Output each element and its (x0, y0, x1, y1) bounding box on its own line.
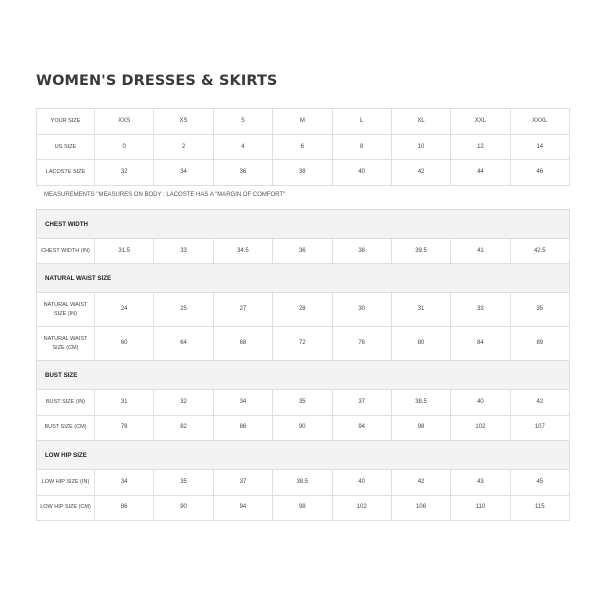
section-header-natural-waist-size (37, 264, 570, 293)
table-cell: 24 (95, 293, 154, 327)
table-cell: 14 (510, 134, 569, 160)
section-heading: LOW HIP SIZE (37, 441, 570, 470)
table-cell: 38.5 (391, 390, 450, 415)
size-conversion-table (36, 108, 570, 186)
row-label: CHEST WIDTH (IN) (37, 239, 95, 264)
table-cell: 39.5 (391, 239, 450, 264)
section-header-low-hip-size (37, 441, 570, 470)
table-row (37, 109, 570, 135)
table-row (37, 160, 570, 186)
section-heading: BUST SIZE (37, 361, 570, 390)
table-cell: 42.5 (510, 239, 569, 264)
table-cell: XXXL (510, 109, 569, 135)
table-cell: 34 (95, 470, 154, 495)
table-cell: 37 (332, 390, 391, 415)
table-cell: S (213, 109, 272, 135)
table-cell: M (273, 109, 332, 135)
table-cell: 35 (154, 470, 213, 495)
table-cell: 89 (510, 327, 569, 361)
table-cell: 43 (451, 470, 510, 495)
table-cell: 31.5 (95, 239, 154, 264)
table-cell: 8 (332, 134, 391, 160)
table-cell: 33 (154, 239, 213, 264)
table-cell: 34 (154, 160, 213, 186)
table-cell: 94 (332, 415, 391, 440)
table-cell: 42 (510, 390, 569, 415)
table-cell: 27 (213, 293, 272, 327)
table-cell: 28 (273, 293, 332, 327)
section-header-chest-width (37, 210, 570, 239)
table-cell: 41 (451, 239, 510, 264)
table-cell: 36 (273, 239, 332, 264)
table-cell: 38 (273, 160, 332, 186)
table-cell: 38.5 (273, 470, 332, 495)
table-cell: 37 (213, 470, 272, 495)
measurements-table (36, 209, 570, 521)
table-cell: 38 (332, 239, 391, 264)
table-cell: 40 (332, 160, 391, 186)
table-cell: 98 (273, 495, 332, 520)
table-cell: 90 (154, 495, 213, 520)
table-cell: 12 (451, 134, 510, 160)
table-cell: 45 (510, 470, 569, 495)
table-cell: 40 (332, 470, 391, 495)
table-cell: 110 (451, 495, 510, 520)
table-row (37, 239, 570, 264)
table-cell: 76 (332, 327, 391, 361)
table-cell: XXL (451, 109, 510, 135)
table-cell: 33 (451, 293, 510, 327)
row-label: BUST SIZE (IN) (37, 390, 95, 415)
table-cell: 31 (95, 390, 154, 415)
section-heading: NATURAL WAIST SIZE (37, 264, 570, 293)
table-cell: 98 (391, 415, 450, 440)
table-cell: 40 (451, 390, 510, 415)
table-cell: 32 (154, 390, 213, 415)
table-cell: 106 (391, 495, 450, 520)
table-row (37, 415, 570, 440)
table-cell: 102 (332, 495, 391, 520)
table-cell: 34.5 (213, 239, 272, 264)
table-cell: 86 (213, 415, 272, 440)
table-cell: XL (391, 109, 450, 135)
table-cell: 86 (95, 495, 154, 520)
table-row (37, 293, 570, 327)
row-label: NATURAL WAIST SIZE (CM) (37, 327, 95, 361)
table-cell: 72 (273, 327, 332, 361)
table-row (37, 470, 570, 495)
table-cell: 44 (451, 160, 510, 186)
measurements-note: MEASUREMENTS "MEASURES ON BODY : LACOSTE HAS A "MARGIN OF COMFORT" (44, 192, 286, 198)
table-cell: 64 (154, 327, 213, 361)
section-header-bust-size (37, 361, 570, 390)
row-label: YOUR SIZE (37, 109, 95, 135)
table-cell: 68 (213, 327, 272, 361)
table-cell: 90 (273, 415, 332, 440)
row-label: BUST SIZE (CM) (37, 415, 95, 440)
table-cell: 94 (213, 495, 272, 520)
table-cell: 82 (154, 415, 213, 440)
table-cell: 35 (510, 293, 569, 327)
table-cell: 34 (213, 390, 272, 415)
table-cell: 2 (154, 134, 213, 160)
table-cell: XXS (95, 109, 154, 135)
table-cell: 42 (391, 470, 450, 495)
table-cell: 60 (95, 327, 154, 361)
row-label: LOW HIP SIZE (IN) (37, 470, 95, 495)
table-cell: 35 (273, 390, 332, 415)
table-cell: 46 (510, 160, 569, 186)
table-cell: 31 (391, 293, 450, 327)
section-heading: CHEST WIDTH (37, 210, 570, 239)
table-cell: 32 (95, 160, 154, 186)
table-cell: L (332, 109, 391, 135)
table-cell: 42 (391, 160, 450, 186)
table-cell: 0 (95, 134, 154, 160)
table-row (37, 134, 570, 160)
table-cell: XS (154, 109, 213, 135)
row-label: NATURAL WAIST SIZE (IN) (37, 293, 95, 327)
row-label: US SIZE (37, 134, 95, 160)
table-cell: 115 (510, 495, 569, 520)
table-cell: 36 (213, 160, 272, 186)
table-cell: 80 (391, 327, 450, 361)
table-cell: 6 (273, 134, 332, 160)
table-cell: 30 (332, 293, 391, 327)
table-cell: 25 (154, 293, 213, 327)
row-label: LOW HIP SIZE (CM) (37, 495, 95, 520)
row-label: LACOSTE SIZE (37, 160, 95, 186)
table-row (37, 327, 570, 361)
table-cell: 102 (451, 415, 510, 440)
table-row (37, 495, 570, 520)
table-cell: 78 (95, 415, 154, 440)
table-row (37, 390, 570, 415)
table-cell: 10 (391, 134, 450, 160)
table-cell: 84 (451, 327, 510, 361)
table-cell: 107 (510, 415, 569, 440)
page-title: WOMEN'S DRESSES & SKIRTS (36, 73, 278, 89)
table-cell: 4 (213, 134, 272, 160)
